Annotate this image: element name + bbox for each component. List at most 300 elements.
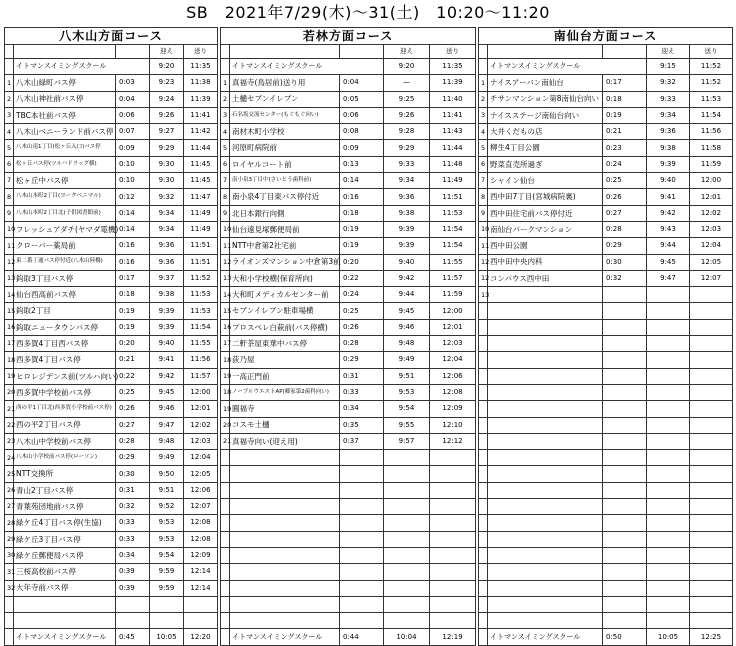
- table-row: [479, 596, 733, 612]
- pickup-time: 9:48: [150, 433, 184, 449]
- stop-name: イトマンスイミングスクール: [230, 629, 340, 645]
- table-row: [5, 319, 218, 335]
- pickup-time: 9:51: [150, 482, 184, 498]
- table-row: [221, 401, 476, 417]
- row-number: 11: [221, 238, 230, 254]
- empty-cell: [479, 319, 488, 335]
- pickup-time: 9:36: [150, 254, 184, 270]
- empty-cell: [184, 596, 218, 612]
- table-row: [479, 384, 733, 400]
- dropoff-time: 12:04: [690, 238, 733, 254]
- empty-cell: [384, 564, 430, 580]
- empty-cell: [14, 613, 116, 629]
- dropoff-time: 11:41: [184, 107, 218, 123]
- stop-name: ライオンズマンション中倉第3前: [230, 254, 340, 270]
- elapsed-time: 0:35: [340, 417, 384, 433]
- dropoff-time: 11:43: [430, 124, 476, 140]
- dropoff-time: 12:00: [184, 384, 218, 400]
- stop-name: 緑ケ丘3丁目バス停: [14, 531, 116, 547]
- stop-name: 二軒茶屋東華中バス停: [230, 336, 340, 352]
- elapsed-time: 0:33: [116, 515, 150, 531]
- empty-cell: [340, 564, 384, 580]
- dropoff-time: 12:03: [690, 221, 733, 237]
- table-row: [479, 189, 733, 205]
- pickup-time: 9:45: [647, 254, 690, 270]
- row-number: [5, 629, 14, 645]
- empty-cell: [340, 613, 384, 629]
- empty-cell: [230, 482, 340, 498]
- row-number: 2: [221, 91, 230, 107]
- table-row: [479, 433, 733, 449]
- empty-cell: [5, 613, 14, 629]
- table-row: [479, 482, 733, 498]
- row-number: 19: [5, 368, 14, 384]
- empty-cell: [647, 499, 690, 515]
- empty-cell: [603, 384, 647, 400]
- elapsed-time: 0:19: [340, 221, 384, 237]
- table-row: [479, 205, 733, 221]
- elapsed-time: 0:16: [116, 254, 150, 270]
- pickup-time: 9:43: [647, 221, 690, 237]
- table-row: [479, 270, 733, 286]
- pickup-time: 9:20: [150, 59, 184, 75]
- pickup-time: —: [384, 75, 430, 91]
- pickup-time: 9:28: [384, 124, 430, 140]
- table-row: [221, 270, 476, 286]
- pickup-time: 9:33: [647, 91, 690, 107]
- page-title: SB 2021年7/29(木)～31(土) 10:20～11:20: [186, 3, 550, 22]
- start-row: [5, 59, 218, 75]
- elapsed-time: 0:09: [116, 140, 150, 156]
- table-row: [479, 547, 733, 563]
- empty-cell: [647, 352, 690, 368]
- pickup-time: 9:30: [150, 156, 184, 172]
- elapsed-time: 0:10: [116, 156, 150, 172]
- elapsed-time: 0:22: [340, 270, 384, 286]
- elapsed-time: 0:05: [340, 91, 384, 107]
- elapsed-time: 0:27: [603, 205, 647, 221]
- elapsed-time: 0:17: [116, 270, 150, 286]
- elapsed-time: 0:20: [340, 254, 384, 270]
- empty-cell: [221, 466, 230, 482]
- table-row: [479, 107, 733, 123]
- row-number: 14: [5, 287, 14, 303]
- stop-name: コンパウス西中田: [488, 270, 603, 286]
- column-header-row: [221, 45, 476, 59]
- table-row: [5, 205, 218, 221]
- stop-name: 野菜直売所過ぎ: [488, 156, 603, 172]
- row-number: 9: [221, 205, 230, 221]
- empty-cell: [488, 499, 603, 515]
- dropoff-time: 12:03: [430, 336, 476, 352]
- elapsed-time: 0:21: [116, 352, 150, 368]
- dropoff-time: 11:59: [430, 287, 476, 303]
- stop-name: イトマンスイミングスクール: [230, 59, 384, 75]
- empty-cell: [150, 613, 184, 629]
- row-number: 28: [5, 515, 14, 531]
- pickup-time: 9:53: [384, 384, 430, 400]
- row-number: 23: [5, 433, 14, 449]
- elapsed-time: 0:50: [603, 629, 647, 645]
- row-number: 3: [5, 107, 14, 123]
- empty-cell: [488, 450, 603, 466]
- row-number: [221, 629, 230, 645]
- row-number: 8: [5, 189, 14, 205]
- empty-cell: [690, 384, 733, 400]
- dropoff-time: 11:55: [184, 336, 218, 352]
- empty-cell: [690, 401, 733, 417]
- elapsed-time: 0:20: [116, 336, 150, 352]
- table-row: [5, 482, 218, 498]
- empty-cell: [430, 531, 476, 547]
- table-row: [5, 384, 218, 400]
- pickup-time: 9:26: [384, 107, 430, 123]
- empty-cell: [603, 303, 647, 319]
- empty-cell: [184, 613, 218, 629]
- table-row: [5, 303, 218, 319]
- row-number: 7: [221, 173, 230, 189]
- row-number: 16: [5, 319, 14, 335]
- elapsed-time: 0:14: [116, 205, 150, 221]
- dropoff-time: 12:02: [184, 417, 218, 433]
- empty-cell: [116, 45, 150, 59]
- pickup-time: 9:29: [384, 140, 430, 156]
- elapsed-time: [603, 287, 647, 303]
- empty-cell: [488, 352, 603, 368]
- empty-cell: [488, 466, 603, 482]
- empty-cell: [690, 303, 733, 319]
- empty-cell: [479, 580, 488, 596]
- end-row: [479, 629, 733, 645]
- stop-name: 西中田住宅前バス停付近: [488, 205, 603, 221]
- dropoff-time: 11:38: [184, 75, 218, 91]
- empty-cell: [479, 515, 488, 531]
- table-row: [221, 287, 476, 303]
- table-row: [5, 221, 218, 237]
- empty-cell: [479, 596, 488, 612]
- elapsed-time: 0:06: [116, 107, 150, 123]
- row-number: 5: [479, 140, 488, 156]
- empty-cell: [150, 596, 184, 612]
- pickup-time: 9:38: [150, 287, 184, 303]
- dropoff-time: 12:06: [184, 482, 218, 498]
- empty-cell: [479, 401, 488, 417]
- empty-cell: [488, 336, 603, 352]
- dropoff-time: 11:53: [690, 91, 733, 107]
- elapsed-time: 0:22: [116, 368, 150, 384]
- pickup-time: 9:36: [150, 238, 184, 254]
- row-number: 6: [5, 156, 14, 172]
- table-row: [5, 287, 218, 303]
- dropoff-time: 12:08: [184, 531, 218, 547]
- table-row: [221, 433, 476, 449]
- pickup-time: 9:34: [150, 205, 184, 221]
- empty-cell: [647, 531, 690, 547]
- elapsed-time: 0:18: [340, 205, 384, 221]
- dropoff-time: 11:56: [184, 352, 218, 368]
- dropoff-time: 12:12: [430, 433, 476, 449]
- empty-cell: [384, 613, 430, 629]
- dropoff-time: 12:25: [690, 629, 733, 645]
- pickup-time: 9:42: [384, 270, 430, 286]
- empty-cell: [221, 547, 230, 563]
- table-row: [479, 368, 733, 384]
- empty-cell: [384, 547, 430, 563]
- pickup-time: 9:29: [150, 140, 184, 156]
- row-number: 4: [221, 124, 230, 140]
- column-header-pickup: 迎え: [384, 45, 430, 59]
- empty-cell: [384, 515, 430, 531]
- empty-cell: [690, 499, 733, 515]
- row-number: 8: [479, 189, 488, 205]
- stop-name: 南材木町小学校: [230, 124, 340, 140]
- empty-cell: [603, 531, 647, 547]
- table-row: [221, 319, 476, 335]
- empty-cell: [384, 466, 430, 482]
- elapsed-time: 0:24: [603, 156, 647, 172]
- empty-cell: [690, 547, 733, 563]
- empty-cell: [230, 613, 340, 629]
- empty-cell: [647, 336, 690, 352]
- table-row: [221, 140, 476, 156]
- stop-name: 東二番丁通バス停付近(八木山陸橋): [14, 254, 116, 270]
- table-row: [479, 91, 733, 107]
- pickup-time: 9:40: [647, 173, 690, 189]
- empty-cell: [430, 515, 476, 531]
- empty-cell: [488, 482, 603, 498]
- empty-cell: [690, 368, 733, 384]
- empty-cell: [488, 596, 603, 612]
- dropoff-time: 11:45: [184, 173, 218, 189]
- row-number: 15: [221, 303, 230, 319]
- table-row: [479, 254, 733, 270]
- row-number: 1: [479, 75, 488, 91]
- empty-cell: [430, 482, 476, 498]
- stop-name: クローバー薬局前: [14, 238, 116, 254]
- dropoff-time: 11:54: [430, 221, 476, 237]
- pickup-time: 9:42: [150, 368, 184, 384]
- empty-cell: [603, 336, 647, 352]
- stop-name: 八木山小学校前バス停(ローソン): [14, 450, 116, 466]
- course-name: 若林方面コース: [221, 28, 476, 45]
- row-number: 13: [479, 287, 488, 303]
- empty-cell: [647, 401, 690, 417]
- stop-name: チサンマンション第8南仙台向い: [488, 91, 603, 107]
- dropoff-time: 12:14: [184, 564, 218, 580]
- elapsed-time: 0:24: [340, 287, 384, 303]
- stop-name: 青山2丁目バス停: [14, 482, 116, 498]
- pickup-time: 9:39: [150, 303, 184, 319]
- empty-cell: [384, 531, 430, 547]
- table-row: [479, 401, 733, 417]
- empty-cell: [603, 564, 647, 580]
- stop-name: 青葉苑団地前バス停: [14, 499, 116, 515]
- column-header-dropoff: 送り: [184, 45, 218, 59]
- stop-name: 荻乃屋: [230, 352, 340, 368]
- table-row: [479, 287, 733, 303]
- empty-cell: [230, 580, 340, 596]
- elapsed-time: 0:44: [340, 629, 384, 645]
- row-number: 4: [5, 124, 14, 140]
- start-row: [479, 59, 733, 75]
- pickup-time: 9:33: [384, 156, 430, 172]
- row-number: 5: [5, 140, 14, 156]
- table-row: [479, 303, 733, 319]
- dropoff-time: 11:51: [184, 254, 218, 270]
- dropoff-time: 11:41: [430, 107, 476, 123]
- stop-name: 緑ケ丘郵便局バス停: [14, 547, 116, 563]
- empty-cell: [647, 466, 690, 482]
- pickup-time: 9:40: [150, 336, 184, 352]
- stop-name: 西の平2丁目バス停: [14, 417, 116, 433]
- column-header-row: [479, 45, 733, 59]
- elapsed-time: 0:23: [603, 140, 647, 156]
- dropoff-time: 12:08: [184, 515, 218, 531]
- stop-name: 西多賀4丁目バス停: [14, 352, 116, 368]
- elapsed-time: 0:06: [340, 107, 384, 123]
- table-row: [479, 515, 733, 531]
- empty-cell: [340, 499, 384, 515]
- row-number: 16: [221, 319, 230, 335]
- elapsed-time: 0:29: [603, 238, 647, 254]
- empty-cell: [690, 482, 733, 498]
- empty-cell: [690, 352, 733, 368]
- elapsed-time: 0:07: [116, 124, 150, 140]
- empty-cell: [647, 384, 690, 400]
- table-row: [5, 368, 218, 384]
- table-row: [221, 368, 476, 384]
- empty-cell: [488, 564, 603, 580]
- row-number: 1: [5, 75, 14, 91]
- pickup-time: 9:49: [384, 352, 430, 368]
- empty-cell: [221, 499, 230, 515]
- dropoff-time: 11:51: [430, 189, 476, 205]
- empty-cell: [221, 482, 230, 498]
- table-row: [221, 173, 476, 189]
- stop-name: 鈎取2丁目: [14, 303, 116, 319]
- stop-name: 大年寺前バス停: [14, 580, 116, 596]
- empty-cell: [430, 466, 476, 482]
- empty-cell: [116, 596, 150, 612]
- empty-cell: [603, 417, 647, 433]
- stop-name: 大井くだもの店: [488, 124, 603, 140]
- stop-name: 西多賀4丁目西バス停: [14, 336, 116, 352]
- pickup-time: 9:27: [150, 124, 184, 140]
- empty-cell: [384, 482, 430, 498]
- table-row: [479, 140, 733, 156]
- pickup-time: 10:05: [150, 629, 184, 645]
- stop-name: 西中田公園: [488, 238, 603, 254]
- course-table-yagiyama: [4, 27, 218, 646]
- stop-name: 仙台西高前バス停: [14, 287, 116, 303]
- stop-name: 松ヶ丘中バス停: [14, 173, 116, 189]
- stop-name: 八木山中学校前バス停: [14, 433, 116, 449]
- empty-cell: [603, 499, 647, 515]
- row-number: 19: [221, 401, 230, 417]
- elapsed-time: 0:16: [116, 238, 150, 254]
- table-row: [221, 580, 476, 596]
- elapsed-time: 0:08: [340, 124, 384, 140]
- empty-cell: [221, 564, 230, 580]
- pickup-time: 9:24: [150, 91, 184, 107]
- empty-cell: [430, 596, 476, 612]
- empty-cell: [647, 417, 690, 433]
- dropoff-time: 11:49: [184, 205, 218, 221]
- table-row: [221, 336, 476, 352]
- table-row: [221, 466, 476, 482]
- elapsed-time: 0:45: [116, 629, 150, 645]
- empty-cell: [479, 466, 488, 482]
- empty-cell: [690, 450, 733, 466]
- pickup-time: 9:23: [150, 75, 184, 91]
- elapsed-time: 0:04: [340, 75, 384, 91]
- table-row: [5, 450, 218, 466]
- dropoff-time: 12:14: [184, 580, 218, 596]
- dropoff-time: 11:52: [690, 75, 733, 91]
- pickup-time: 9:49: [150, 450, 184, 466]
- stop-name: プロスペレ白萩前(バス停横): [230, 319, 340, 335]
- table-row: [221, 352, 476, 368]
- empty-cell: [488, 433, 603, 449]
- empty-cell: [603, 319, 647, 335]
- stop-name: セブンイレブン駐車場横: [230, 303, 340, 319]
- empty-cell: [479, 613, 488, 629]
- empty-cell: [647, 564, 690, 580]
- row-number: 7: [479, 173, 488, 189]
- pickup-time: 9:44: [647, 238, 690, 254]
- empty-cell: [430, 450, 476, 466]
- pickup-time: 9:53: [150, 531, 184, 547]
- empty-cell: [690, 417, 733, 433]
- elapsed-time: 0:13: [340, 156, 384, 172]
- dropoff-time: 12:04: [184, 450, 218, 466]
- empty-cell: [647, 368, 690, 384]
- stop-name: NTT中倉第2社宅前: [230, 238, 340, 254]
- table-row: [479, 336, 733, 352]
- stop-name: ヒロレジデンス前(ツルハ向い): [14, 368, 116, 384]
- elapsed-time: 0:33: [340, 384, 384, 400]
- pickup-time: 9:34: [150, 221, 184, 237]
- empty-cell: [647, 482, 690, 498]
- dropoff-time: 12:07: [184, 499, 218, 515]
- table-row: [5, 75, 218, 91]
- dropoff-time: 11:52: [690, 59, 733, 75]
- stop-name: 南仙台パークマンション: [488, 221, 603, 237]
- elapsed-time: 0:26: [340, 319, 384, 335]
- table-row: [5, 352, 218, 368]
- stop-name: ナイスステージ南仙台向い: [488, 107, 603, 123]
- empty-cell: [647, 433, 690, 449]
- empty-cell: [230, 564, 340, 580]
- course-name: 八木山方面コース: [5, 28, 218, 45]
- row-number: 3: [479, 107, 488, 123]
- dropoff-time: 11:49: [184, 221, 218, 237]
- stop-name: 八木山緑町バス停: [14, 75, 116, 91]
- row-number: [221, 59, 230, 75]
- dropoff-time: 12:08: [430, 384, 476, 400]
- empty-cell: [384, 450, 430, 466]
- pickup-time: 9:36: [384, 189, 430, 205]
- empty-cell: [479, 482, 488, 498]
- stop-name: 真福寺(鳥居前)送り用: [230, 75, 340, 91]
- dropoff-time: 12:00: [430, 303, 476, 319]
- elapsed-time: 0:37: [340, 433, 384, 449]
- stop-name: 緑ケ丘4丁目バス停(生協): [14, 515, 116, 531]
- empty-cell: [479, 368, 488, 384]
- table-row: [479, 238, 733, 254]
- pickup-time: 9:39: [384, 238, 430, 254]
- pickup-time: 9:48: [384, 336, 430, 352]
